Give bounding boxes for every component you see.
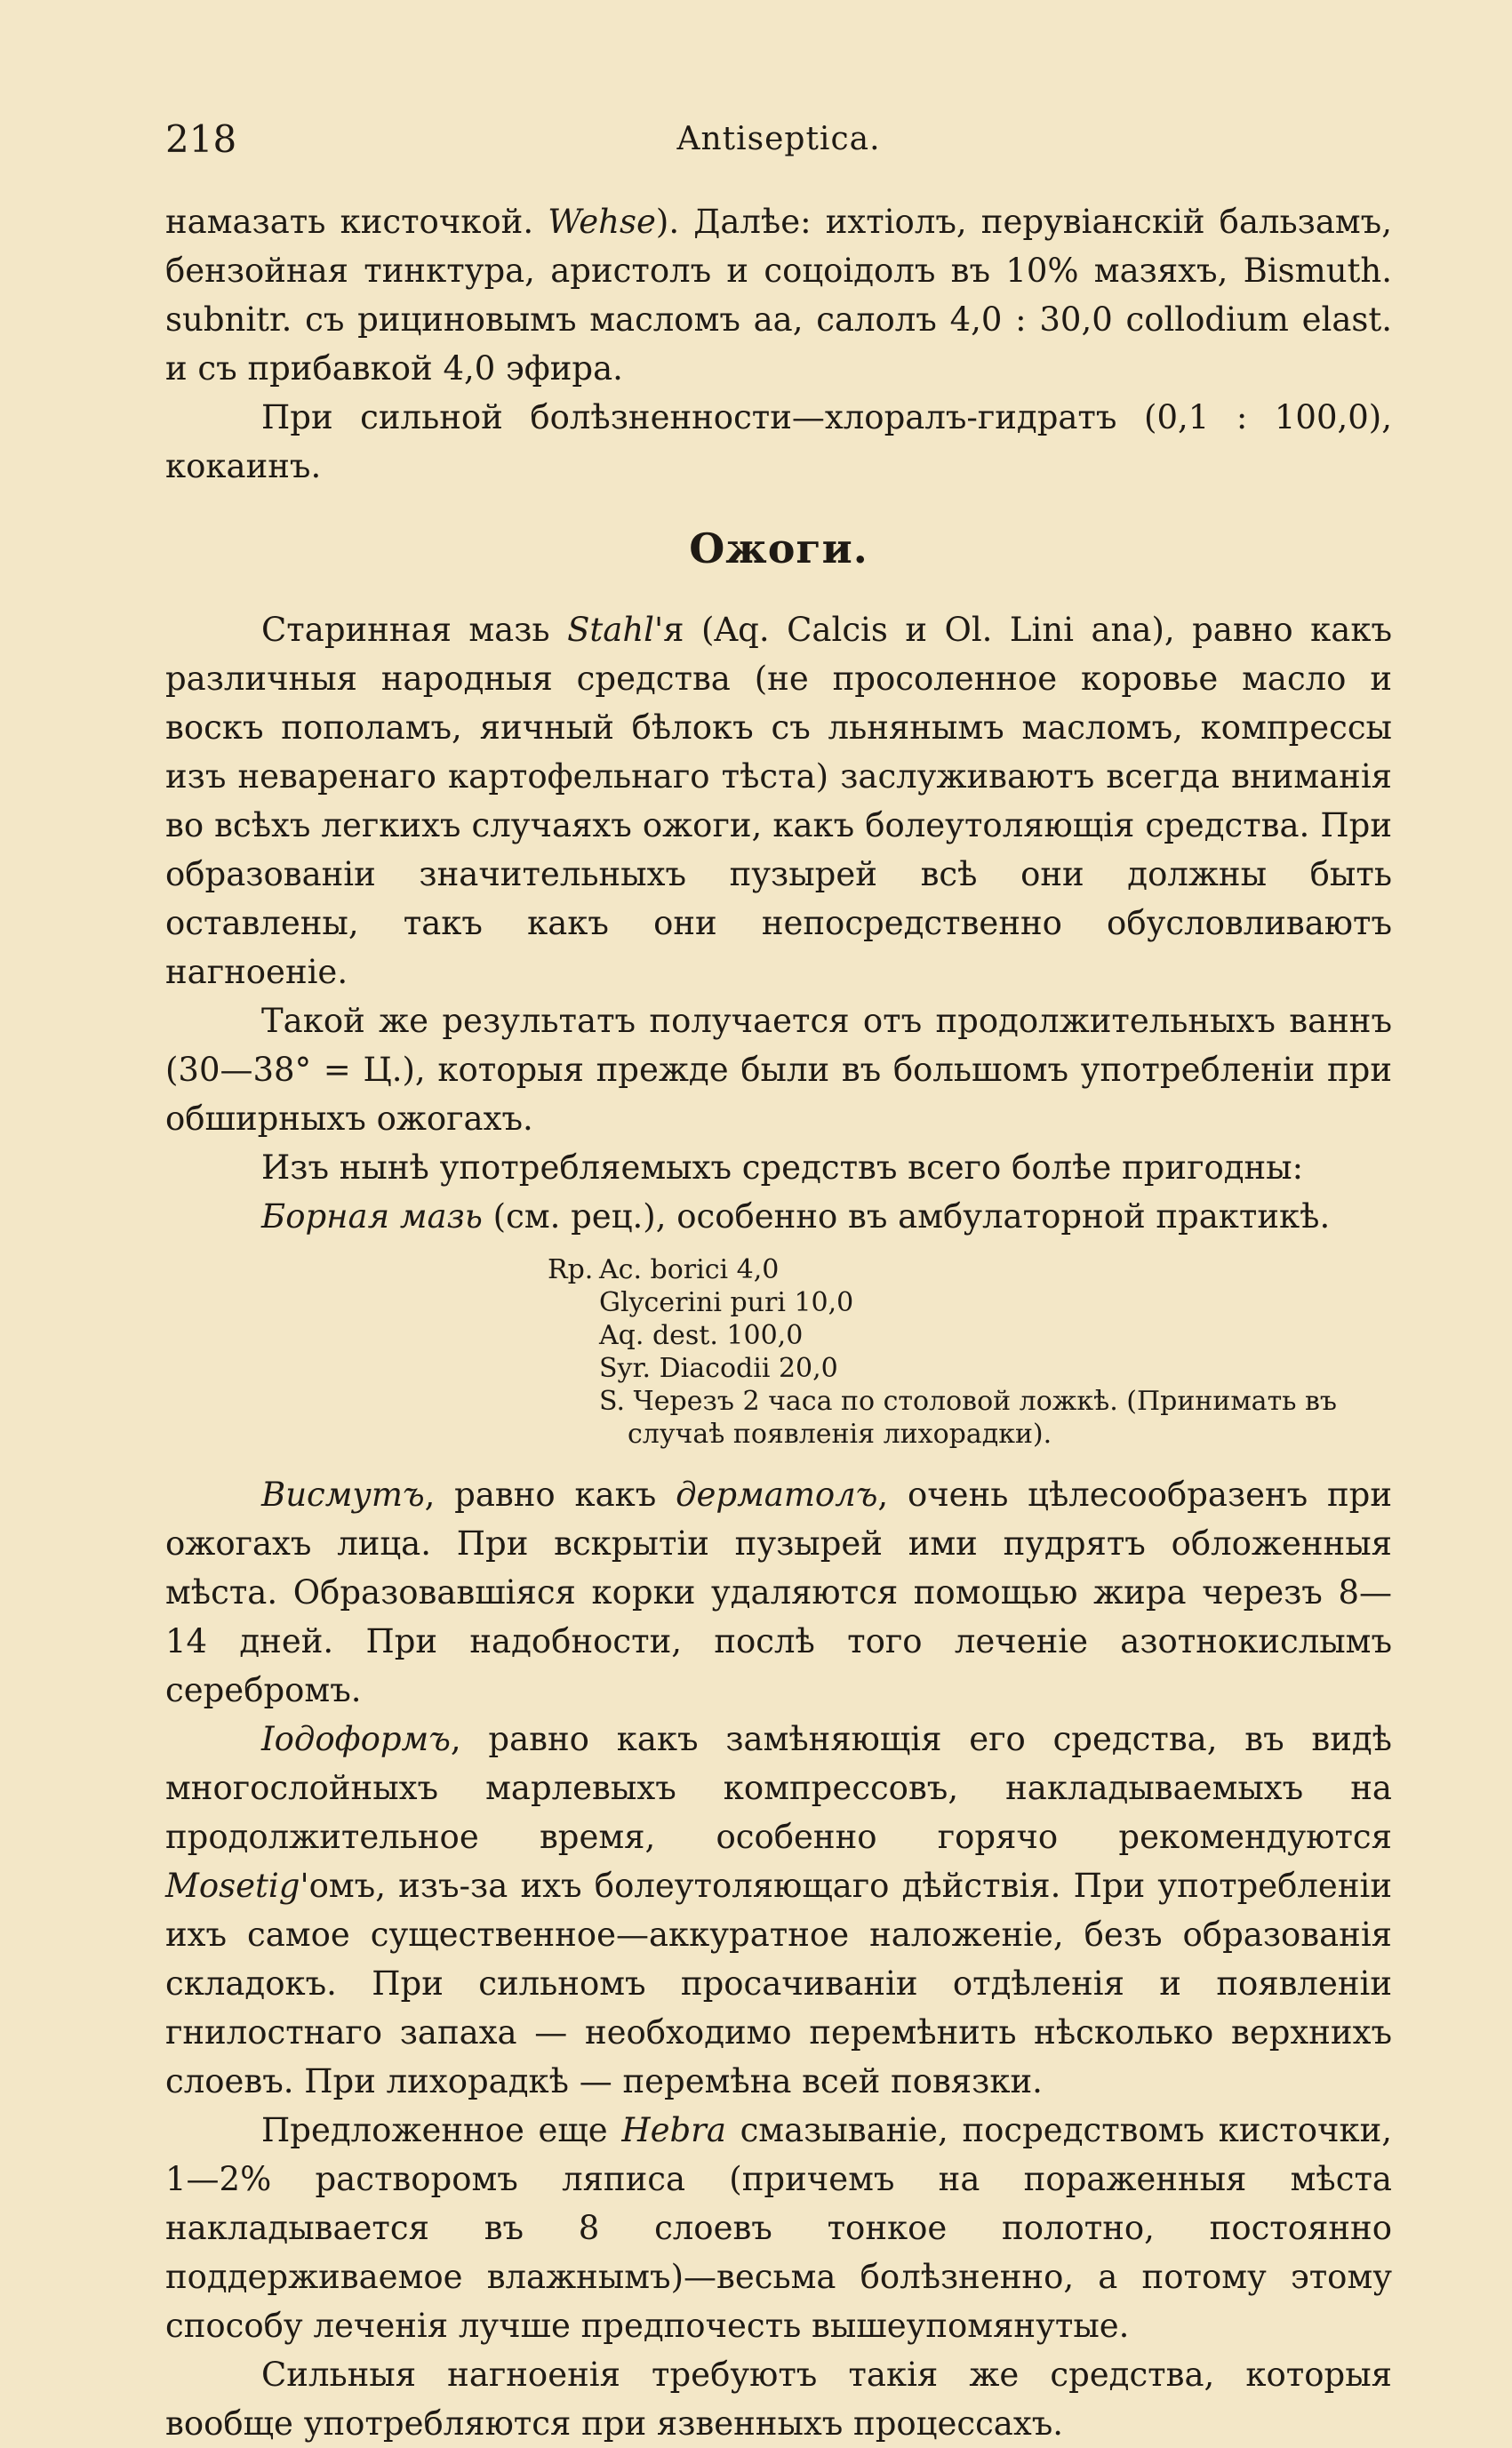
text-run: Предложенное еще bbox=[261, 2111, 622, 2149]
text-run: (см. рец.), особенно въ амбулаторной практикѣ. bbox=[482, 1197, 1331, 1236]
remedy-name: Борная мазь bbox=[261, 1197, 483, 1236]
running-title: Antiseptica. bbox=[676, 121, 881, 157]
paragraph bbox=[165, 2106, 1392, 2350]
author-name: Stahl bbox=[567, 611, 655, 649]
page-body bbox=[165, 197, 1392, 2448]
prescription-rp: Rp. bbox=[548, 1254, 594, 1285]
text-run: Старинная мазь bbox=[261, 611, 568, 649]
text-run: , очень цѣлесообразенъ при ожогахъ лица. При вскрытіи пузырей ими пудрятъ обложенныя мѣста. Образовавшіяся корки удаляются помощью жира черезъ 8—14 дней. При надобности, послѣ того леченіе азотнокислымъ серебромъ. bbox=[165, 1476, 1392, 1709]
prescription-line: Syr. Diacodii 20,0 bbox=[599, 1353, 838, 1384]
author-name: Wehse bbox=[548, 203, 656, 241]
paragraph: Изъ нынѣ употребляемыхъ средствъ всего болѣе пригодны: bbox=[261, 1148, 1304, 1187]
remedy-name: дерматолъ bbox=[676, 1476, 878, 1514]
page-header bbox=[165, 117, 1392, 171]
paragraph bbox=[165, 605, 1392, 996]
author-name: Hebra bbox=[621, 2111, 726, 2149]
text-run: 'я (Aq. Calcis и Ol. Lini ana), равно какъ различныя народныя средства (не просоленное коровье масло и воскъ пополамъ, яичный бѣлокъ съ льнянымъ масломъ, компрессы изъ неваренаго картофельнаго тѣста) заслуживаютъ всегда вниманія во всѣхъ легкихъ случаяхъ ожоги, какъ болеутоляющія средства. При образованіи значительныхъ пузырей всѣ они должны быть оставлены, такъ какъ они непосредственно обусловливаютъ нагноеніе. bbox=[165, 611, 1392, 991]
text-run: ). Далѣе: ихтіолъ, перувіанскій бальзамъ, бензойная тинктура, аристолъ и соцоідолъ въ 10% мазяхъ, Bismuth. subnitr. съ рициновымъ масломъ aa, салолъ 4,0 : 30,0 collodium elast. и съ прибавкой 4,0 эфира. bbox=[165, 203, 1392, 388]
prescription-row bbox=[548, 1253, 1392, 1451]
paragraph: Сильныя нагноенія требуютъ такія же средства, которыя вообще употребляются при язвенныхъ процессахъ. bbox=[165, 2356, 1392, 2443]
prescription-lines bbox=[599, 1253, 1392, 1451]
paragraph bbox=[165, 1470, 1392, 1715]
prescription-block bbox=[548, 1253, 1392, 1451]
paragraph-continuation bbox=[165, 197, 1392, 393]
author-name: Mosetig bbox=[165, 1867, 300, 1905]
text-run: смазываніе, посредствомъ кисточки, 1—2% растворомъ ляписа (причемъ на пораженныя мѣста накладывается въ 8 слоевъ тонкое полотно, постоянно поддерживаемое влажнымъ)—весьма болѣзненно, а потому этому способу леченія лучше предпочесть вышеупомянутые. bbox=[165, 2111, 1392, 2345]
remedy-name: Висмутъ bbox=[261, 1476, 425, 1514]
paragraph bbox=[165, 1192, 1392, 1241]
paragraph: При сильной болѣзненности—хлоралъ-гидратъ (0,1 : 100,0), кокаинъ. bbox=[165, 398, 1392, 485]
prescription-line: Ac. borici 4,0 bbox=[599, 1254, 780, 1285]
text-run: 'омъ, изъ-за ихъ болеутоляющаго дѣйствія. При употребленіи ихъ самое существенное—аккуратное наложеніе, безъ образованія складокъ. При сильномъ просачиваніи отдѣленія и появленіи гнилостнаго запаха — необходимо перемѣнить нѣсколько верхнихъ слоевъ. При лихорадкѣ — перемѣна всей повязки. bbox=[165, 1867, 1392, 2100]
paragraph bbox=[165, 1715, 1392, 2106]
prescription-line: Aq. dest. 100,0 bbox=[599, 1320, 804, 1351]
section-heading: Ожоги. bbox=[689, 524, 868, 572]
text-run: намазать кисточкой. bbox=[165, 203, 548, 241]
remedy-name: Iодоформъ bbox=[261, 1720, 451, 1758]
text-run: , равно какъ bbox=[424, 1476, 676, 1514]
page-number: 218 bbox=[165, 117, 237, 161]
prescription-line: случаѣ появленія лихорадки). bbox=[628, 1419, 1052, 1450]
prescription-line: Glycerini puri 10,0 bbox=[599, 1287, 854, 1318]
prescription-line: S. Черезъ 2 часа по столовой ложкѣ. (Принимать въ bbox=[599, 1386, 1338, 1417]
paragraph: Такой же результатъ получается отъ продолжительныхъ ваннъ (30—38° = Ц.), которыя прежде были въ большомъ употребленіи при обширныхъ ожогахъ. bbox=[165, 1002, 1392, 1138]
text-run: , равно какъ замѣняющія его средства, въ видѣ многослойныхъ марлевыхъ компрессовъ, накладываемыхъ на продолжительное время, особенно горячо рекомендуются bbox=[165, 1720, 1392, 1856]
